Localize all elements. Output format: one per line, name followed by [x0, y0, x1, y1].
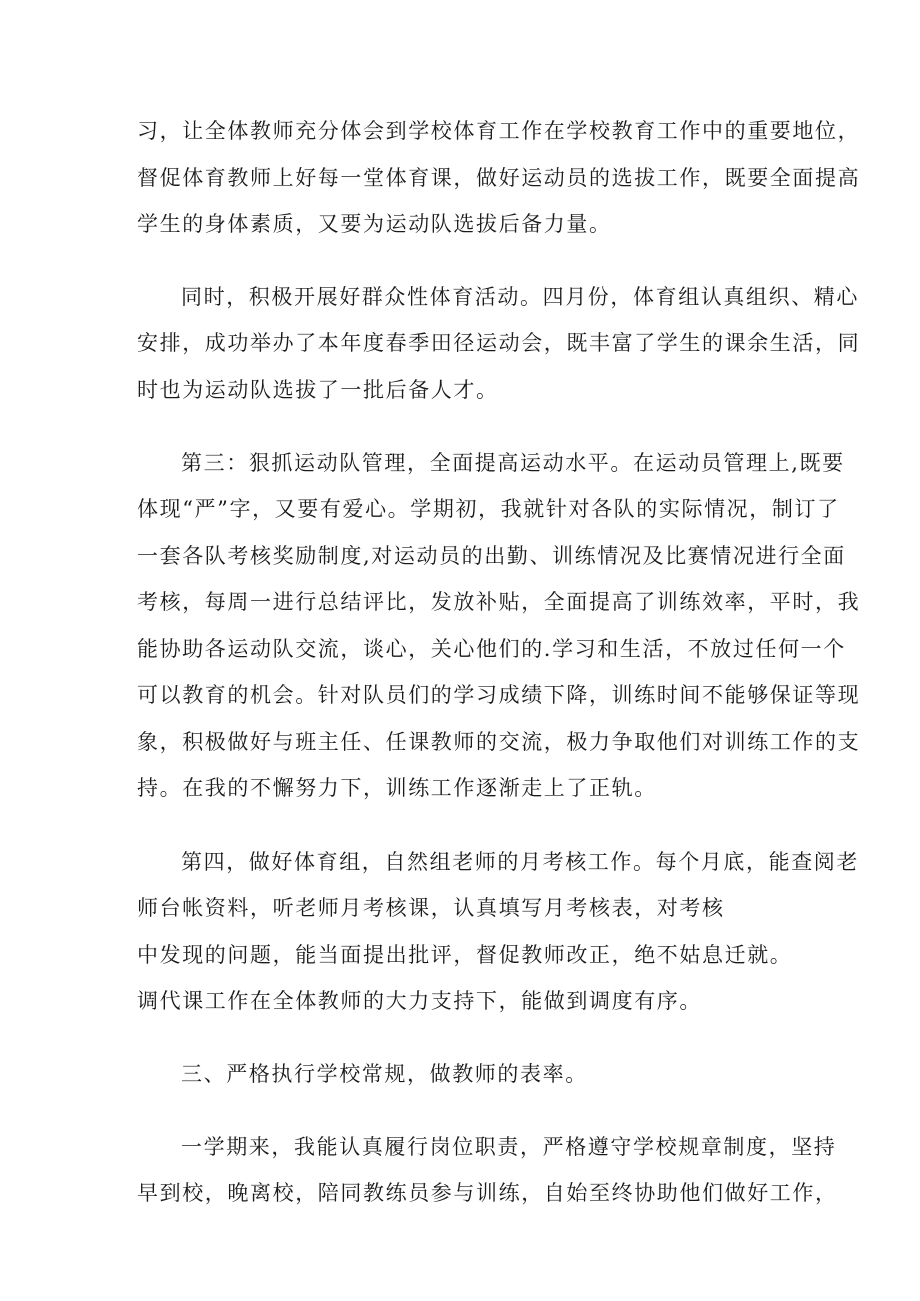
text-line: 中发现的问题，能当面提出批评，督促教师改正，绝不姑息迁就。: [137, 943, 793, 967]
text-line: 第三：狠抓运动队管理，全面提高运动水平。在运动员管理上,既要: [181, 451, 845, 475]
text-line: 早到校，晚离校，陪同教练员参与训练，自始至终协助他们做好工作，: [137, 1181, 838, 1205]
text-line: 考核，每周一进行总结评比，发放补贴，全面提高了训练效率，平时，我: [137, 590, 861, 614]
text-line: 督促体育教师上好每一堂体育课，做好运动员的选拔工作，既要全面提高: [137, 166, 861, 190]
text-line: 师台帐资料，听老师月考核课，认真填写月考核表，对考核: [137, 896, 725, 920]
text-line: 习，让全体教师充分体会到学校体育工作在学校教育工作中的重要地位，: [137, 119, 861, 143]
text-line: 调代课工作在全体教师的大力支持下，能做到调度有序。: [137, 989, 702, 1013]
text-line: 持。在我的不懈努力下，训练工作逐渐走上了正轨。: [137, 776, 657, 800]
text-line: 安排，成功举办了本年度春季田径运动会，既丰富了学生的课余生活，同: [137, 331, 861, 355]
text-line: 一套各队考核奖励制度,对运动员的出勤、训练情况及比赛情况进行全面: [137, 544, 846, 568]
text-line: 第四，做好体育组，自然组老师的月考核工作。每个月底，能查阅老: [181, 850, 859, 874]
text-line: 象，积极做好与班主任、任课教师的交流，极力争取他们对训练工作的支: [137, 730, 861, 754]
text-line: 同时，积极开展好群众性体育活动。四月份，体育组认真组织、精心: [181, 285, 859, 309]
text-line: 可以教育的机会。针对队员们的学习成绩下降，训练时间不能够保证等现: [137, 683, 861, 707]
text-line: 能协助各运动队交流，谈心，关心他们的.学习和生活，不放过任何一个: [137, 637, 846, 661]
text-line: 时也为运动队选拔了一批后备人才。: [137, 378, 499, 402]
text-line: 学生的身体素质，又要为运动队选拔后备力量。: [137, 212, 612, 236]
text-line: 体现“严”字，又要有爱心。学期初，我就针对各队的实际情况，制订了: [137, 497, 840, 521]
text-line: 一学期来，我能认真履行岗位职责，严格遵守学校规章制度，坚持: [181, 1135, 837, 1159]
section-heading: 三、严格执行学校常规，做教师的表率。: [181, 1062, 588, 1086]
